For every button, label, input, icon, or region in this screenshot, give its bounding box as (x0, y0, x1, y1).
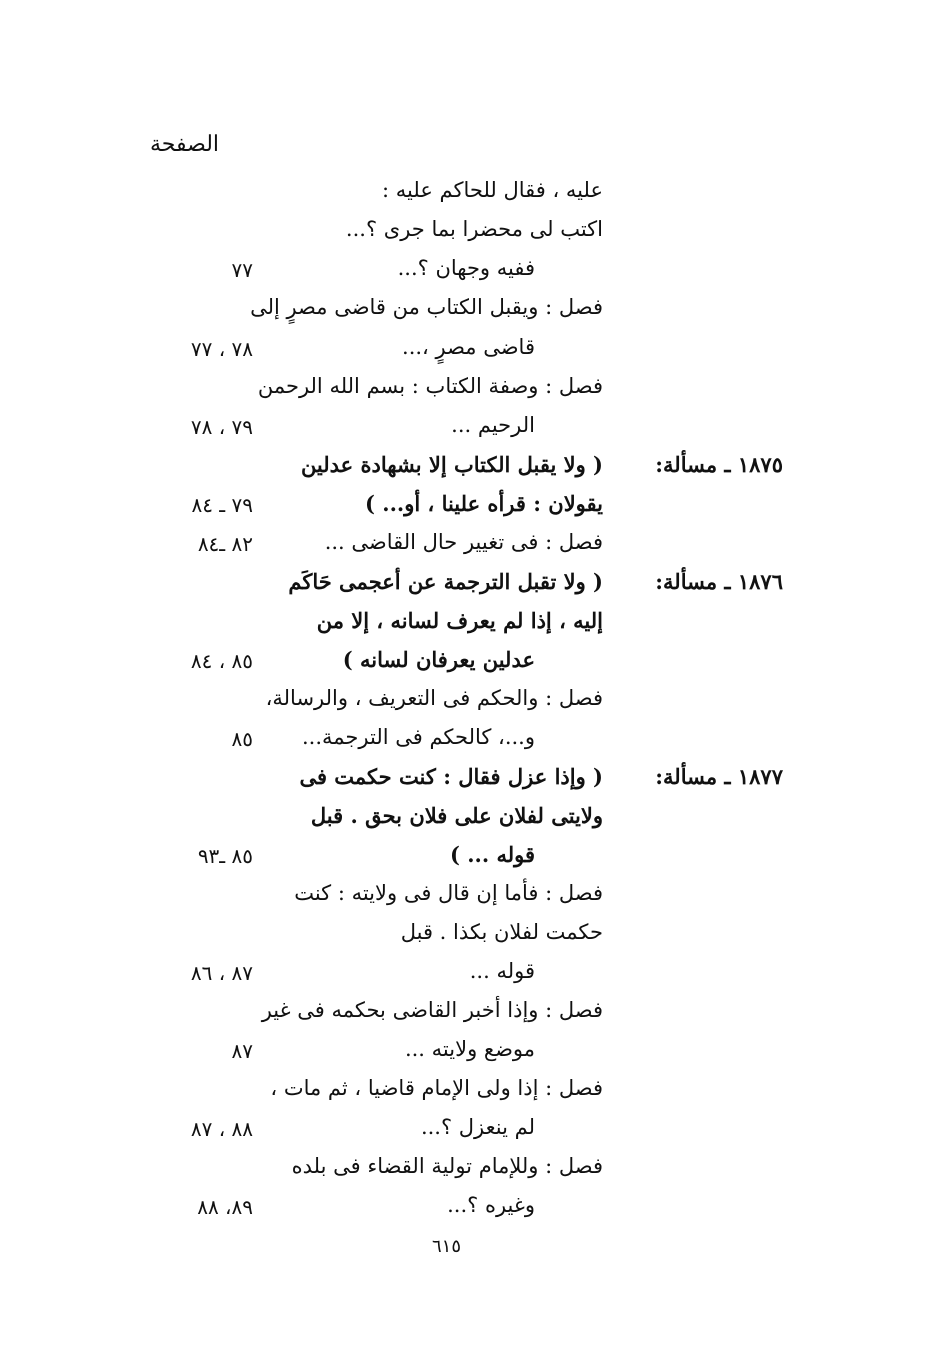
entry-line: فصل : فأما إن قال فى ولايته : كنت (294, 881, 603, 905)
entry-line: فصل : إذا ولى الإمام قاضيا ، ثم مات ، (270, 1076, 603, 1100)
masala-text-line: إليه ، إذا لم يعرف لسانه ، إلا من (316, 608, 603, 633)
entry-line: قوله ... (469, 959, 535, 983)
masala-text-line: ( ولا يقبل الكتاب إلا بشهادة عدلين (300, 452, 603, 477)
page-ref: ٨٥ (231, 727, 253, 751)
page-number: ٦١٥ (432, 1236, 462, 1257)
masala-number: ١٨٧٥ ـ مسألة: (655, 452, 783, 477)
entry-line: قاضى مصرٍ ،... (402, 335, 535, 359)
entry-line: فصل : وإذا أخبر القاضى بحكمه فى غير (261, 998, 603, 1022)
entry-line: فصل : وصفة الكتاب : بسم الله الرحمن (257, 374, 603, 398)
masala-number: ١٨٧٦ ـ مسألة: (655, 569, 783, 594)
entry-line: الرحيم ... (451, 413, 535, 437)
page-ref: ٨٥ ـ٩٣ (197, 844, 253, 868)
entry-line: اكتب لى محضرا بما جرى ؟... (345, 217, 603, 241)
page-ref: ٧٩ ، ٧٨ (190, 415, 253, 439)
entry-line: و...، كالحكم فى الترجمة... (302, 725, 535, 749)
page-ref: ٨٩، ٨٨ (197, 1195, 253, 1219)
entry-line: حكمت لفلان بكذا . قبل (400, 920, 603, 944)
page-ref: ٧٨ ، ٧٧ (190, 337, 253, 361)
page-ref: ٨٧ (231, 1039, 253, 1063)
page-ref: ٨٧ ، ٨٦ (190, 961, 253, 985)
page-ref: ٨٥ ، ٨٤ (190, 649, 253, 673)
masala-text-line: ( وإذا عزل فقال : كنت حكمت فى (299, 764, 603, 789)
page-ref: ٨٢ ـ٨٤ (197, 532, 253, 556)
entry-line: عليه ، فقال للحاكم عليه : (382, 178, 603, 202)
page-ref: ٨٨ ، ٨٧ (190, 1117, 253, 1141)
masala-text-line: قوله ... ) (449, 842, 535, 867)
masala-text-line: يقولان : قرأه علينا ، أو... ) (365, 491, 603, 516)
entry-line: فصل : والحكم فى التعريف ، والرسالة، (265, 686, 603, 710)
masala-text-line: ( ولا تقبل الترجمة عن أعجمى حَاكَم (288, 569, 603, 594)
entry-line: وغيره ؟... (447, 1193, 535, 1217)
entry-line: ففيه وجهان ؟... (397, 256, 535, 280)
page-column-header: الصفحة (150, 132, 220, 157)
masala-text-line: ولايتى لفلان على فلان بحق . قبل (310, 803, 603, 828)
entry-line: فصل : وللإمام تولية القضاء فى بلده (291, 1154, 603, 1178)
page-ref: ٧٧ (231, 258, 253, 282)
entry-line: لم ينعزل ؟... (420, 1115, 535, 1139)
masala-number: ١٨٧٧ ـ مسألة: (655, 764, 783, 789)
entry-line: فصل : ويقبل الكتاب من قاضى مصرٍ إلى (250, 295, 603, 319)
page-ref: ٧٩ ـ ٨٤ (191, 493, 253, 517)
entry-line: موضع ولايته ... (404, 1037, 535, 1061)
masala-text-line: عدلين يعرفان لسانه ) (342, 647, 535, 672)
entry-line: فصل : فى تغيير حال القاضى ... (324, 530, 603, 554)
